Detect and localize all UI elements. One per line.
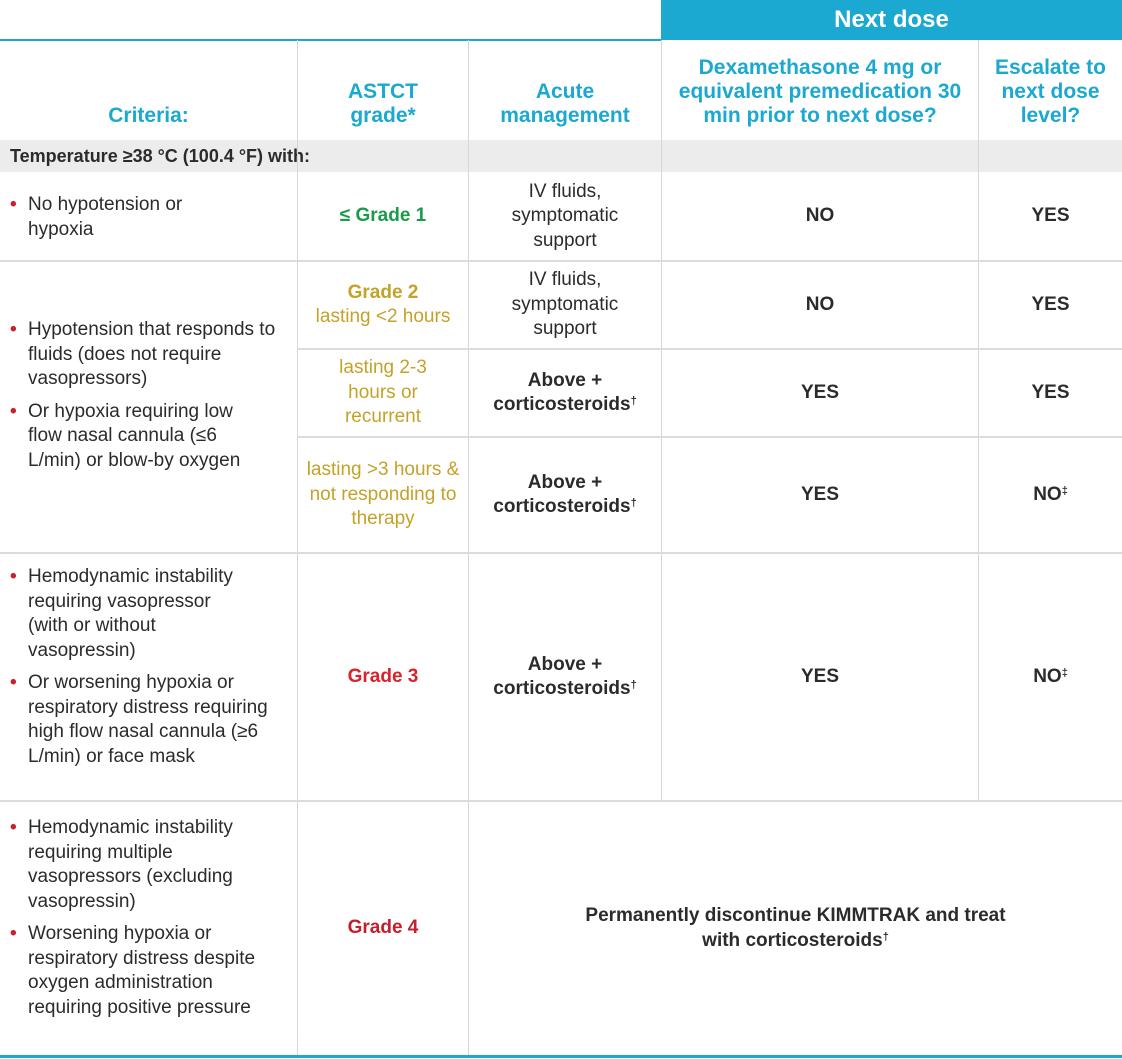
row3-criteria <box>0 565 290 769</box>
bullet-icon: • <box>10 566 17 587</box>
list-item: • Hemodynamic instability requiring vasopressor (with or without vasopressin) <box>10 566 233 661</box>
list-item: • Or hypoxia requiring low flow nasal cannula (≤6 L/min) or blow-by oxygen <box>10 400 241 471</box>
row1-escalate: YES <box>1031 205 1070 227</box>
row2-criteria <box>0 318 290 473</box>
list-item: • Or worsening hypoxia or respiratory distress requiring high flow nasal cannula (≥6 L/min) or face mask <box>10 672 268 767</box>
table-bottom-border <box>0 1055 1122 1058</box>
next-dose-label: Next dose <box>834 6 949 33</box>
bullet-icon: • <box>10 817 17 838</box>
row3-escalate: NO‡ <box>1033 665 1068 687</box>
row3-dexa: YES <box>800 665 840 687</box>
row2c-escalate: NO‡ <box>1033 483 1068 505</box>
bullet-icon: • <box>10 319 17 340</box>
bullet-icon: • <box>10 923 17 944</box>
list-item: • Hypotension that responds to fluids (does not require vasopressors) <box>10 319 276 389</box>
row2b-grade: lasting 2-3 hours or recurrent <box>339 357 427 428</box>
row3-grade: Grade 3 <box>347 665 419 687</box>
row2c-grade: lasting >3 hours & not responding to therapy <box>306 459 460 530</box>
row4-action: Permanently discontinue KIMMTRAK and treat with corticosteroids† <box>585 905 1006 951</box>
next-dose-banner <box>661 0 1122 40</box>
row1-dexa: NO <box>805 205 835 227</box>
row4-criteria <box>0 816 290 1020</box>
row2a-acute: IV fluids, symptomatic support <box>511 269 619 340</box>
header-criteria: Criteria: <box>108 104 189 127</box>
list-item: • Hemodynamic instability requiring multiple vasopressors (excluding vasopressin) <box>10 817 233 912</box>
row1-grade: ≤ Grade 1 <box>339 205 427 227</box>
bullet-icon: • <box>10 194 17 215</box>
bullet-icon: • <box>10 672 17 693</box>
row2a-dexa: NO <box>805 293 835 315</box>
bullet-icon: • <box>10 400 17 422</box>
row1-acute: IV fluids, symptomatic support <box>511 180 619 251</box>
list-item: • Worsening hypoxia or respiratory distress despite oxygen administration requiring positive pressure <box>10 923 256 1018</box>
row2b-escalate: YES <box>1031 381 1070 403</box>
row3-acute: Above + corticosteroids† <box>493 653 637 699</box>
row4-grade: Grade 4 <box>347 917 419 939</box>
row2c-dexa: YES <box>800 483 840 505</box>
table-top-border <box>0 39 661 41</box>
row2c-acute: Above + corticosteroids† <box>493 471 637 517</box>
header-astct-grade: ASTCT grade* <box>348 80 418 127</box>
header-acute-management: Acute management <box>500 80 630 127</box>
row2a-grade: Grade 2 lasting <2 hours <box>315 281 451 327</box>
row2b-acute: Above + corticosteroids† <box>493 369 637 415</box>
row2a-escalate: YES <box>1031 293 1070 315</box>
row1-criteria <box>0 193 290 242</box>
temperature-row: Temperature ≥38 °C (100.4 °F) with: <box>0 140 1122 172</box>
row2b-dexa: YES <box>800 381 840 403</box>
header-escalate: Escalate to next dose level? <box>995 56 1106 127</box>
list-item: • No hypotension or hypoxia <box>10 194 183 240</box>
header-dexamethasone: Dexamethasone 4 mg or equivalent premedication 30 min prior to next dose? <box>678 56 962 127</box>
